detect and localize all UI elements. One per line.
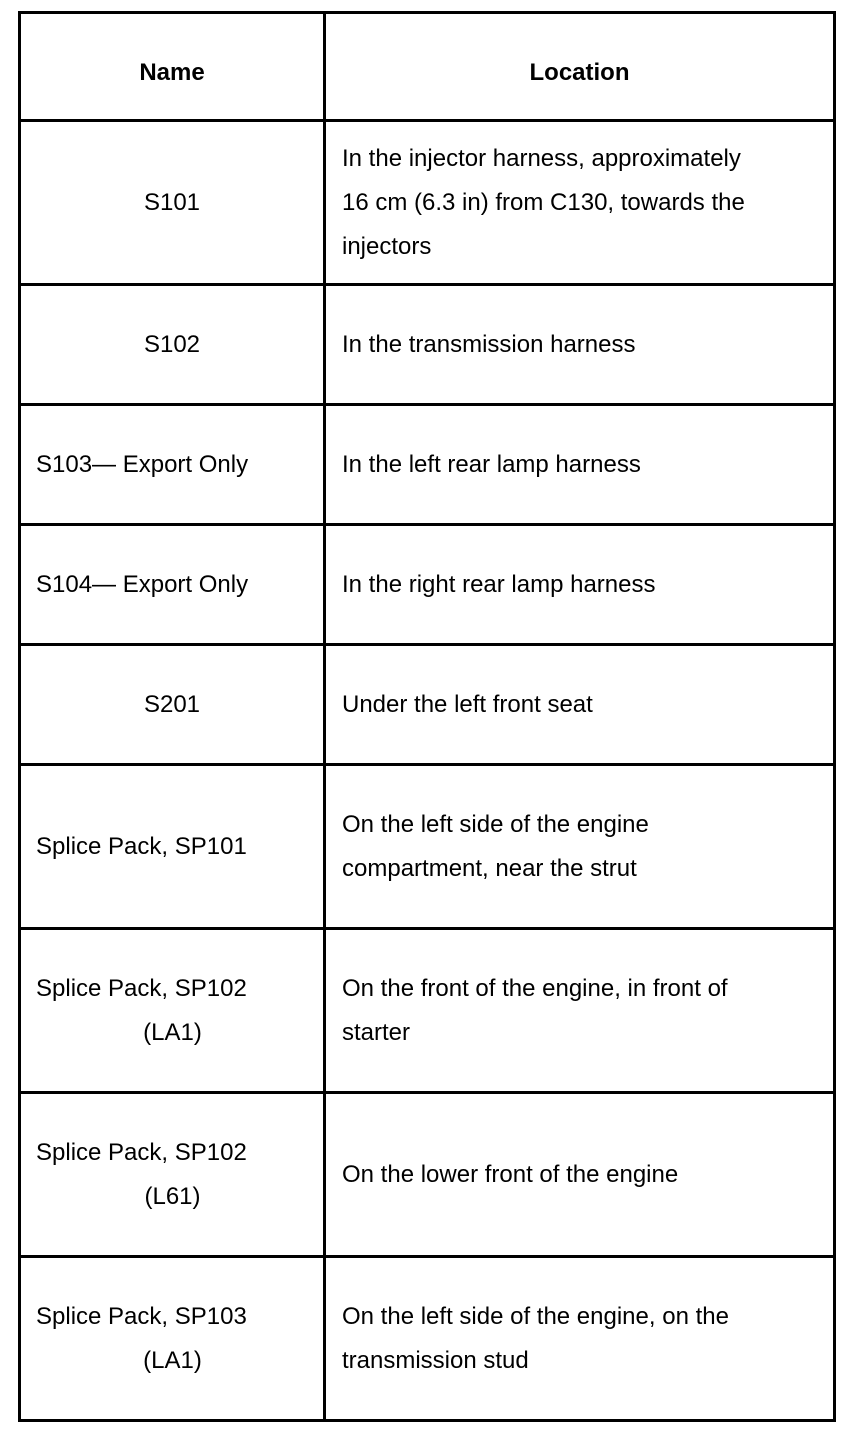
table-row [20,405,835,525]
location-cell: On the lower front of the engine [325,1093,835,1257]
location-cell: On the left side of the engine, on the transmission stud [325,1257,835,1421]
location-cell: In the transmission harness [325,285,835,405]
name-cell: Splice Pack, SP101 [20,765,325,929]
header-location: Location [325,13,835,121]
location-cell: In the left rear lamp harness [325,405,835,525]
table-row [20,121,835,285]
name-sub-line: (LA1) [143,1018,202,1046]
table-row [20,765,835,929]
name-sub-line: (LA1) [143,1346,202,1374]
header-name: Name [20,13,325,121]
location-cell: Under the left front seat [325,645,835,765]
table-row [20,645,835,765]
name-cell: S103— Export Only [20,405,325,525]
table-row [20,929,835,1093]
splice-location-table [18,11,836,1422]
table-row [20,285,835,405]
name-cell [20,1093,325,1257]
name-cell: S101 [20,121,325,285]
name-cell [20,929,325,1093]
name-cell: S102 [20,285,325,405]
table-row [20,1257,835,1421]
location-cell: On the front of the engine, in front of starter [325,929,835,1093]
location-cell: In the right rear lamp harness [325,525,835,645]
location-cell: In the injector harness, approximately 16 cm (6.3 in) from C130, towards the injectors [325,121,835,285]
name-sub-line: (L61) [144,1182,201,1210]
name-line: Splice Pack, SP102 [36,974,247,1002]
name-cell: S104— Export Only [20,525,325,645]
table-row [20,525,835,645]
location-cell: On the left side of the engine compartment, near the strut [325,765,835,929]
table-header-row [20,13,835,121]
name-line: Splice Pack, SP102 [36,1138,247,1166]
table-row [20,1093,835,1257]
name-line: Splice Pack, SP103 [36,1302,247,1330]
name-cell: S201 [20,645,325,765]
name-cell [20,1257,325,1421]
